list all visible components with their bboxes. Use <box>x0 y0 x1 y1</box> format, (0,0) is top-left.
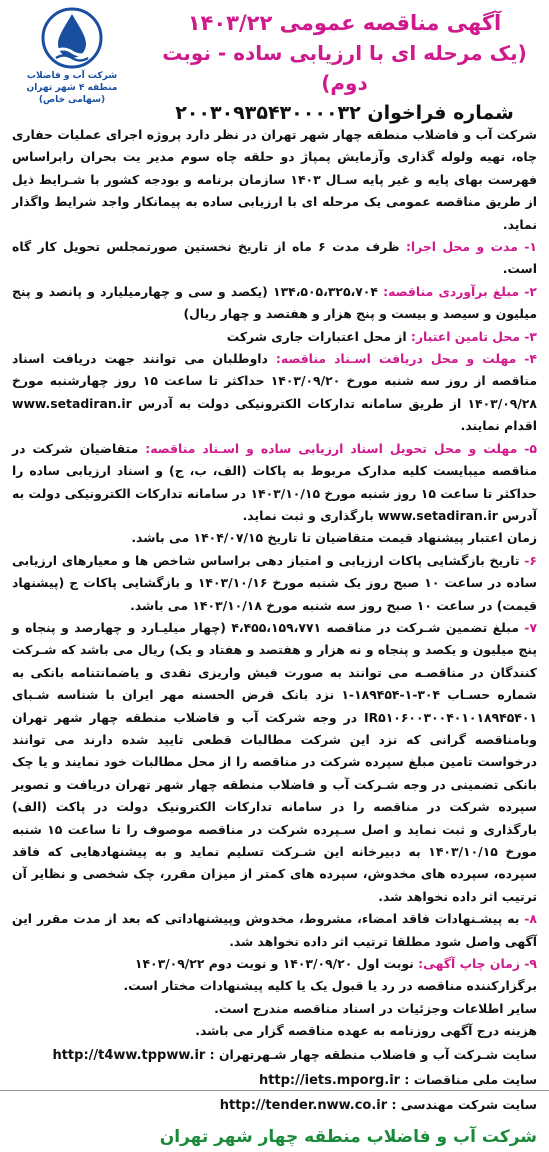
national-tenders-link[interactable]: http://iets.mporg.ir <box>258 1072 401 1088</box>
notice-subtitle: (یک مرحله ای با ارزیابی ساده - نوبت دوم) <box>162 41 527 95</box>
item-7 <box>12 617 537 908</box>
footer-company-name: شرکت آب و فاضلاب منطقه چهار شهر تهران <box>159 1126 537 1147</box>
call-number: شماره فراخوان ۲۰۰۳۰۹۳۵۴۳۰۰۰۰۳۲ <box>175 102 514 124</box>
item-heading: ۴- مهلت و محل دریافت اسـناد مناقصه: <box>275 351 537 367</box>
item-heading: ۱- مدت و محل اجرا: <box>405 239 537 255</box>
item-heading: ۷- <box>524 619 538 635</box>
item-6 <box>12 550 537 617</box>
item-8 <box>12 908 537 953</box>
item-heading: ۳- محل تامین اعتبار: <box>410 328 537 344</box>
item-2 <box>12 281 537 326</box>
notice-header <box>12 6 537 124</box>
item-9 <box>12 953 537 975</box>
item-text: نوبت اول ۱۴۰۳/۰۹/۲۰ و نوبت دوم ۱۴۰۳/۰۹/۲۲ <box>134 956 419 972</box>
item-5 <box>12 438 537 528</box>
item-heading: ۶- <box>524 552 537 568</box>
intro-paragraph: شرکت آب و فاضلاب منطقه چهار شهر تهران در نظر دارد پروژه اجرای عملیات حفاری چاه، تهیه ولوله گذاری وآزمایش پمپاژ دو حلقه چاه سوم مدیر یت بحران رابراساس فهرست بهای پایه و غیر پایه سـال ۱۴۰۳ سازمان برنامه و بودجه کشور با شـرایط ذیل از طریق مناقصه عمومی یک مرحله ای با ارزیابی ساده به پیمانکار واجد شرایط واگذار نماید. <box>12 127 537 232</box>
engineering-site-link[interactable]: http://tender.nww.co.ir <box>219 1097 388 1113</box>
item-heading: ۹- زمان چاپ آگهی: <box>418 956 537 972</box>
item-text: ۱۳۴،۵۰۵،۳۲۵،۷۰۴ (یکصد و سی و چهارمیلیارد و پانصد و پنج میلیون و سیصد و بیست و پنج هزار و هفتصد و چهار ریال) <box>12 283 537 322</box>
link-label: سایت شرکت مهندسی : <box>391 1096 537 1112</box>
notice-body <box>12 124 537 1043</box>
item-4 <box>12 348 537 438</box>
item-1 <box>12 236 537 281</box>
link-row-engineering <box>12 1093 537 1118</box>
company-website-link[interactable]: http://t4ww.tppww.ir <box>52 1047 206 1063</box>
logo-text-1: شرکت آب و فاضلاب <box>26 71 118 81</box>
link-row-company <box>12 1043 537 1068</box>
link-label: سایت شـرکت آب و فاضلاب منطقه چهار شـهرتهران : <box>209 1046 537 1062</box>
notice-title: آگهی مناقصه عمومی ۱۴۰۳/۲۲ <box>187 11 502 35</box>
item-text: زمان اعتبار پیشنهاد قیمت متقاضیان تا تاریخ ۱۴۰۴/۰۷/۱۵ می باشد. <box>131 530 537 546</box>
link-label: سایت ملی مناقصات : <box>404 1071 537 1087</box>
item-heading: ۵- مهلت و محل تحویل اسناد ارزیابی ساده و اسـناد مناقصه: <box>145 440 537 456</box>
closing-line-3: هزینه درج آگهی روزنامه به عهده مناقصه گزار می باشد. <box>195 1023 537 1039</box>
item-heading: ۲- مبلغ برآوردی مناقصه: <box>383 283 537 299</box>
closing-line-2: سایر اطلاعات وجزئیات در اسناد مناقصه مندرج است. <box>214 1000 537 1016</box>
logo-text-2: منطقه ۴ شهر تهران <box>26 83 118 93</box>
title-block <box>152 6 537 128</box>
water-drop-logo-icon <box>40 6 104 70</box>
link-row-tenders <box>12 1068 537 1093</box>
company-logo <box>12 6 132 118</box>
item-text: ظرف مدت ۶ ماه از تاریخ نخستین صورتمجلس تحویل کار گاه است. <box>12 239 537 277</box>
item-text: از محل اعتبارات جاری شرکت <box>226 328 411 344</box>
item-text: مبلغ تضمین شـرکت در مناقصه ۴،۴۵۵،۱۵۹،۷۷۱ (چهار میلیـارد و چهارصد و پنجاه و پنج میلیون و یکصد و پنجاه و نه هزار و هفتصد و هفتاد و یک) ریال می باشد که شـرکت کنندگان در مناقصـه می توانند به صورت فیش واریزی نقدی و یاضمانتنامه بانکی به شماره حسـاب ۳۰۴-۱-۱۸۹۴۵۴-۱ نزد بانک قرض الحسنه مهر ایران با شناسه شـبای IR۵۱۰۶۰۰۳۰۰۴۰۱۰۱۸۹۴۵۴۰۱ در وجه شرکت آب و فاضلاب منطقه چهار شهر تهران وبامناقصه گرانی که نزد این شرکت مطالبات قطعی تایید شده دارند می توانند درخواست تامین مبلغ سپرده شرکت در مناقصه را از محل مطالبات خود نمایند و یا چک بانکی تضمینی در وجه شـرکت آب و فاضلاب منطقه چهار شهر تهران دریافت و تصویر سپرده شرکت در مناقصه را در سامانه تدارکات الکترونیک دولت در پاکت (الف) بارگذاری و ثبت نماید و اصل سـپرده شرکت در مناقصه موصوف را تا ساعت ۱۵ شنبه مورخ ۱۴۰۳/۱۰/۱۵ به دبیرخانه این شـرکت تسلیم نماید و به پیشنهادهایی که فاقد سپرده، سپرده های مخدوش، سپرده های کمتر از میزان مقرر، چک شخصی و نظایر آن ترتیب اثر داده نخواهد شد. <box>12 619 537 904</box>
logo-text-3: (سهامی خاص) <box>38 95 106 105</box>
item-text: متقاضیان شرکت در مناقصه میبایست کلیه مدارک مربوط به پاکات (الف، ب، ج) و اسناد ارزیابی ساده را حداکثر تا ساعت ۱۵ روز شنبه مورخ ۱۴۰۳/۱۰/۱۵ در سامانه تدارکات الکترونیکی دولت به آدرس www.setadiran.ir بارگذاری و ثبت نماید. <box>12 440 537 523</box>
item-text: به پیشـنهادات فاقد امضاء، مشروط، مخدوش وپیشنهاداتی که بعد از مدت مقرر این آگهی واصل شود مطلقا ترتیب اثر داده نخواهد شد. <box>12 911 537 949</box>
closing-line-1: برگزارکننده مناقصه در رد یا قبول یک یا کلیه پیشنهادات مختار است. <box>123 978 537 994</box>
item-3 <box>12 326 537 348</box>
item-text: داوطلبان می توانند جهت دریافت اسناد مناقصه از روز سه شنبه مورخ ۱۴۰۳/۰۹/۲۰ حداکثر تا ساعت ۱۵ روز چهارشنبه مورخ ۱۴۰۳/۰۹/۲۸ از طریق سامانه تدارکات الکترونیکی دولت به آدرس www.setadiran.ir اقدام نمایند. <box>12 351 537 434</box>
item-heading: ۸- <box>524 911 537 927</box>
item-text: تاریخ بازگشایی پاکات ارزیابی و امتیاز دهی براساس شاخص ها و معیارهای ارزیابی ساده در ساعت ۱۰ صبح روز یک شنبه مورخ ۱۴۰۳/۱۰/۱۶ و بازگشایی پاکات ج (پیشنهاد قیمت) در ساعت ۱۰ صبح روز سه شنبه مورخ ۱۴۰۳/۱۰/۱۸ می باشد. <box>12 552 537 613</box>
bottom-divider <box>0 1090 549 1091</box>
item-5-validity <box>12 527 537 549</box>
